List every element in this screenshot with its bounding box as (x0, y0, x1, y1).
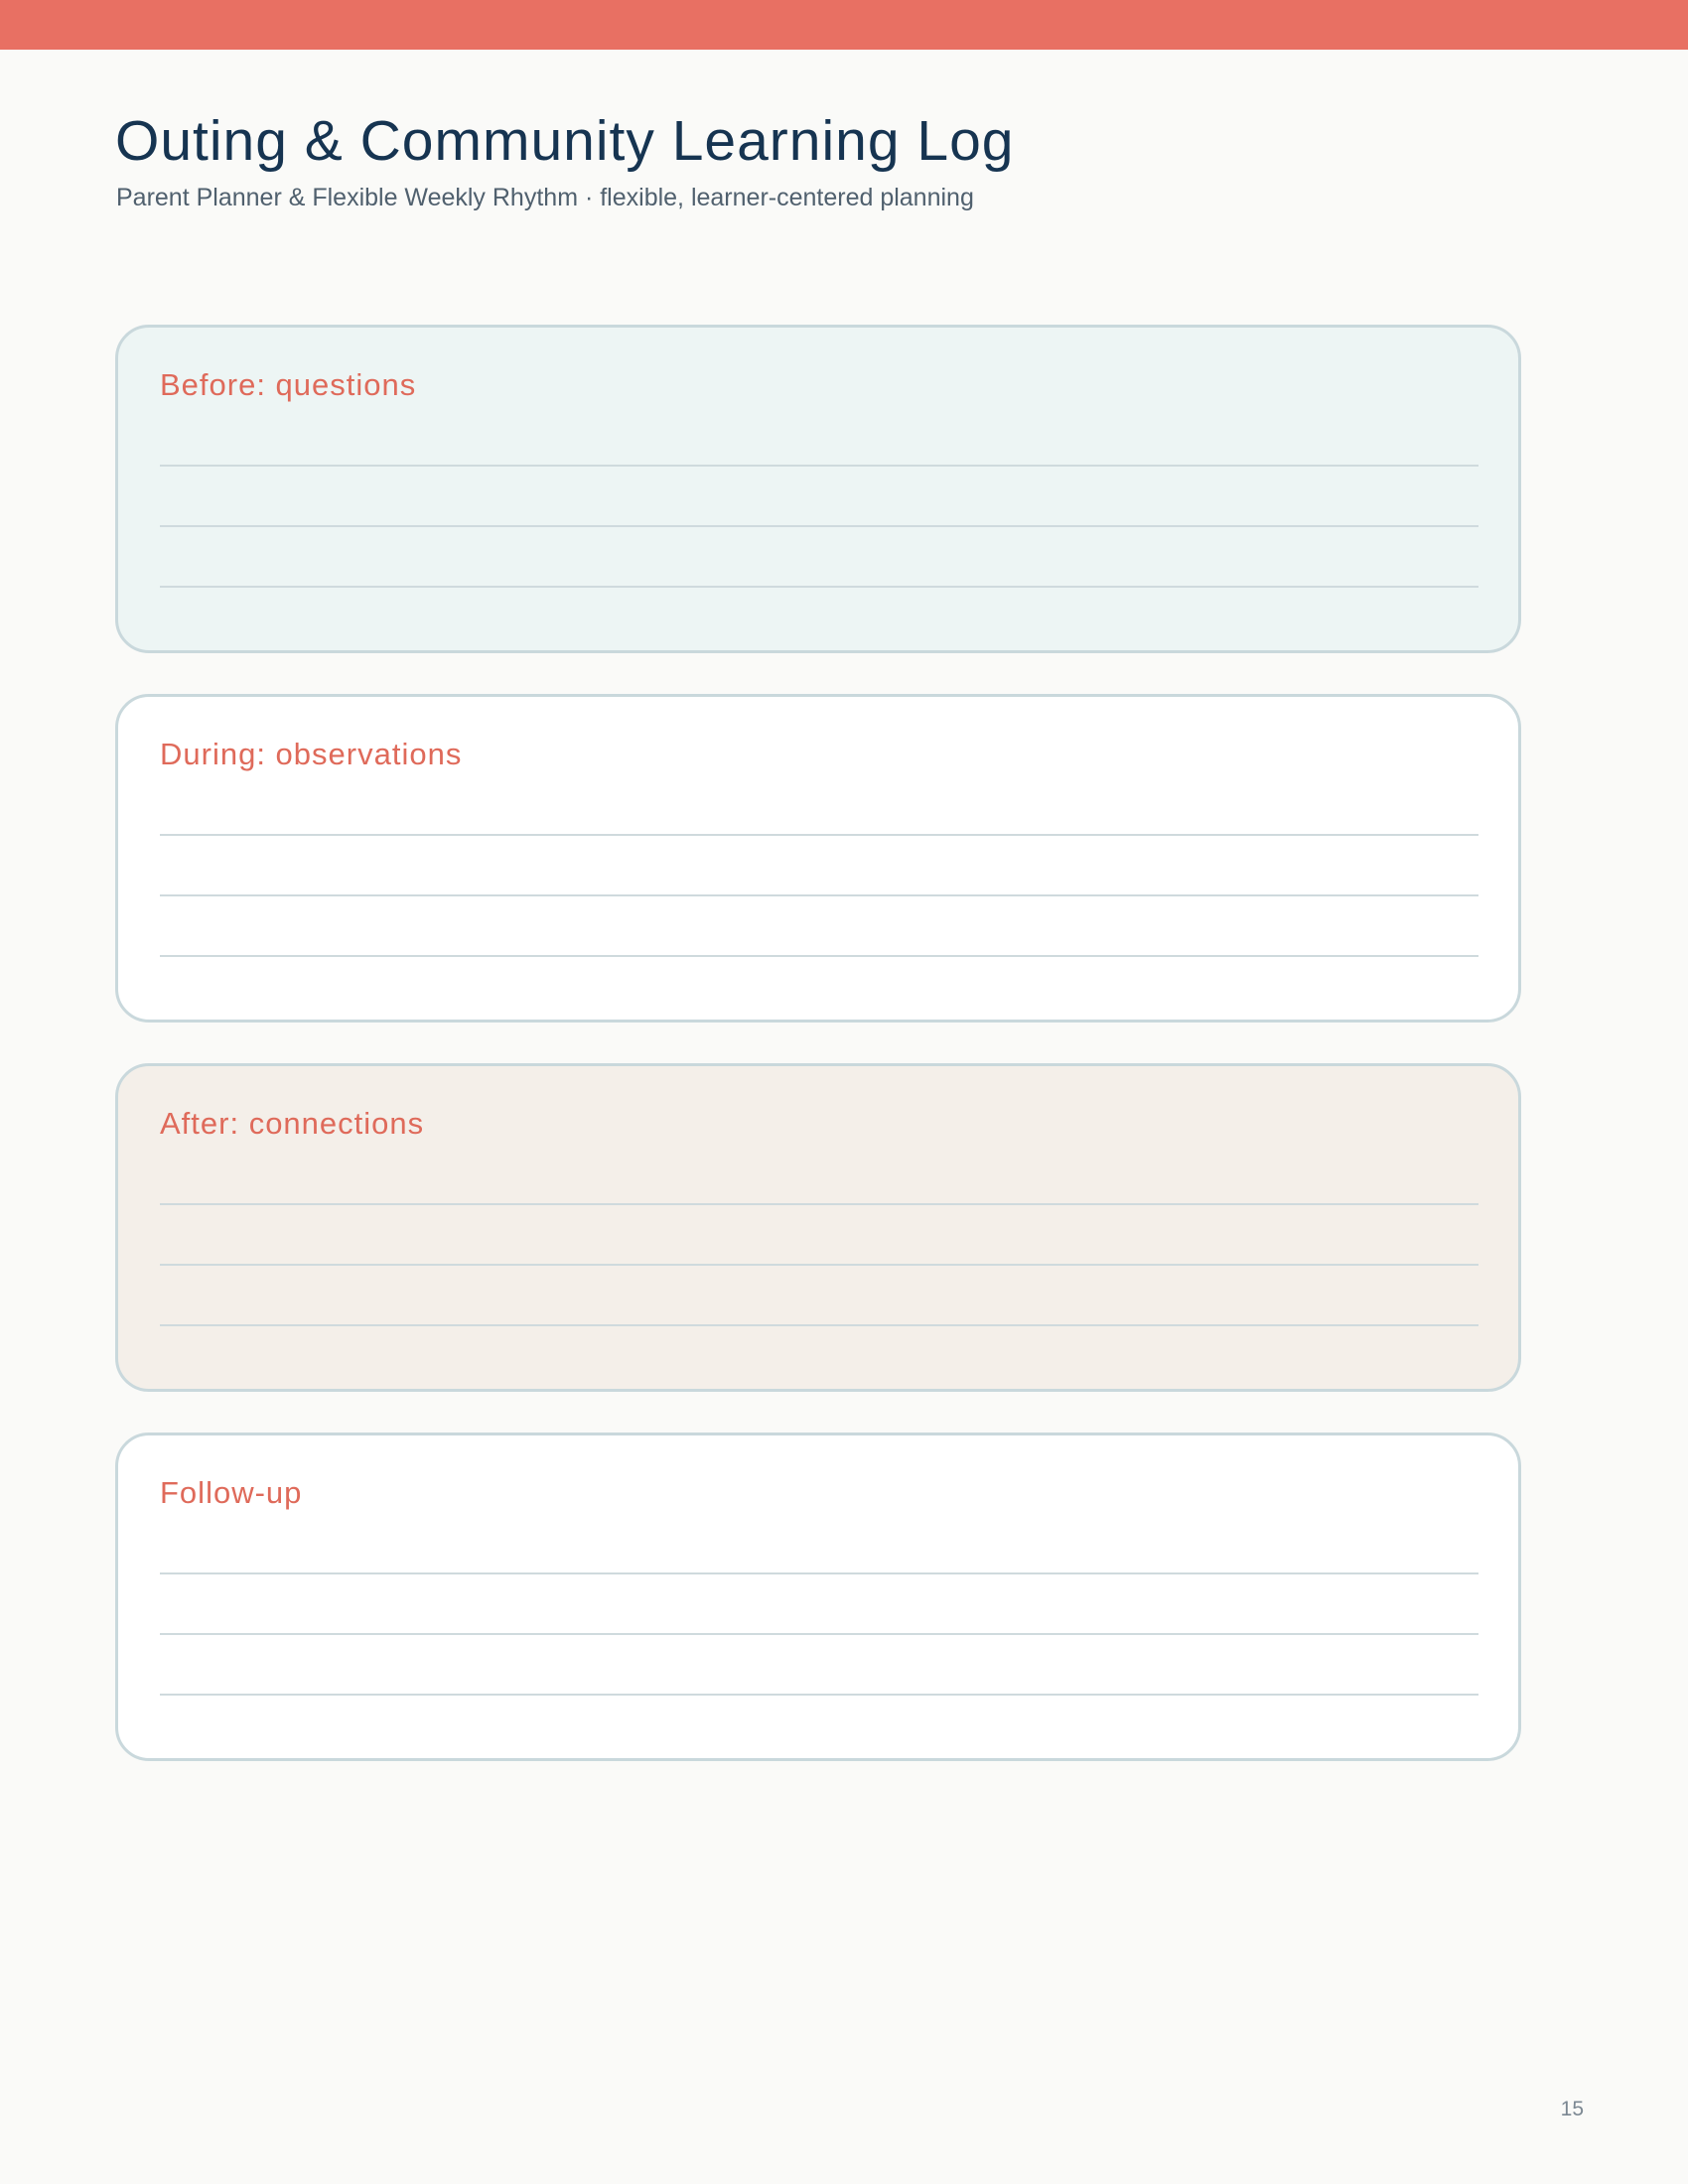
section-title: Follow-up (160, 1475, 303, 1510)
writing-line[interactable] (160, 465, 1478, 467)
writing-line[interactable] (160, 586, 1478, 588)
page-number: 15 (1560, 2098, 1584, 2120)
writing-line[interactable] (160, 1694, 1478, 1696)
page-title: Outing & Community Learning Log (115, 109, 1015, 173)
top-accent-bar (0, 0, 1688, 50)
section-follow-up (115, 1433, 1521, 1761)
section-title: After: connections (160, 1106, 425, 1141)
writing-line[interactable] (160, 955, 1478, 957)
writing-line[interactable] (160, 1633, 1478, 1635)
section-after-connections (115, 1063, 1521, 1392)
section-during-observations (115, 694, 1521, 1023)
section-title: Before: questions (160, 367, 417, 402)
writing-line[interactable] (160, 1324, 1478, 1326)
section-before-questions (115, 325, 1521, 653)
writing-line[interactable] (160, 1203, 1478, 1205)
writing-line[interactable] (160, 834, 1478, 836)
writing-line[interactable] (160, 1572, 1478, 1574)
section-title: During: observations (160, 737, 463, 771)
writing-line[interactable] (160, 525, 1478, 527)
writing-line[interactable] (160, 894, 1478, 896)
page-subtitle: Parent Planner & Flexible Weekly Rhythm · flexible, learner-centered planning (116, 184, 974, 211)
writing-line[interactable] (160, 1264, 1478, 1266)
